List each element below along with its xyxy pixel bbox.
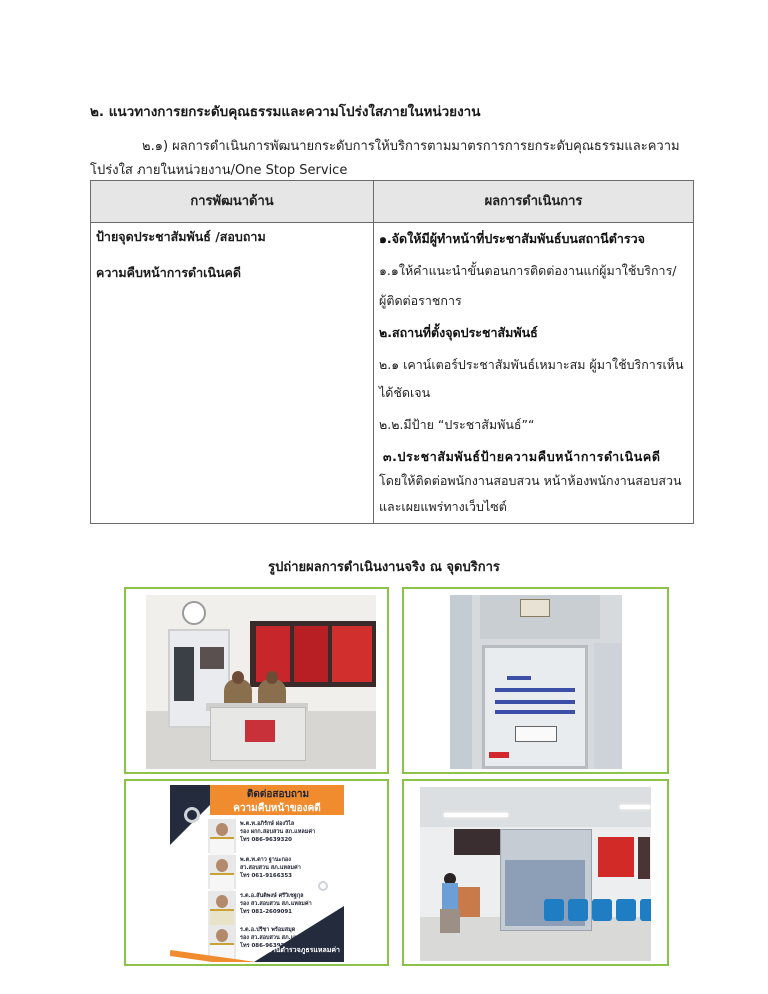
table-header-row [91, 181, 693, 223]
pr-desk [210, 707, 306, 761]
poster-title-line-1: ติดต่อสอบถาม [246, 789, 310, 800]
ceiling-light [444, 813, 508, 817]
clock-icon [182, 601, 206, 625]
result-item-1-1-cont: ผู้ติดต่อราชการ [379, 293, 462, 308]
door-red-label [489, 752, 509, 758]
officer-phone: โทร 086-9639320 [240, 943, 293, 949]
officer-phone: โทร 061-9166353 [240, 873, 293, 879]
development-results-table [90, 180, 694, 524]
officer-right-head [266, 671, 278, 684]
officer-portrait [208, 891, 236, 925]
waiting-chair [592, 899, 612, 921]
dark-poster [638, 837, 650, 879]
officer-position: รอง สว.สอบสวน สภ.แหลมค่า [240, 901, 312, 907]
officer-portrait [208, 855, 236, 889]
officer-name: ร.ต.อ.สันติพงษ์ ศรีวิเชฐกุล [240, 893, 304, 899]
officer-position: สว.สอบสวน สภ.แหลมค่า [240, 865, 301, 871]
photo-frame-contact-poster [124, 779, 389, 966]
officer-left-head [232, 671, 244, 684]
ceiling-light [620, 805, 650, 809]
result-item-2-1-cont: ได้ชัดเจน [379, 385, 431, 400]
header-development-area: การพัฒนาด้าน [190, 194, 274, 209]
officer-phone: โทร 086-9639320 [240, 837, 293, 843]
photo-frame-waiting-area [402, 779, 669, 966]
door-window [200, 647, 224, 669]
officer-portrait [208, 925, 236, 959]
ceiling [420, 787, 651, 827]
header-results: ผลการดำเนินการ [484, 194, 583, 209]
door-notice [515, 726, 557, 742]
officer-portrait [208, 819, 236, 853]
officer-contact-2 [208, 855, 338, 889]
section-heading: ๒. แนวทางการยกระดับคุณธรรมและความโปร่งใสภายในหน่วยงาน [90, 104, 481, 120]
desk-sign [245, 720, 275, 742]
office-sign [454, 829, 500, 855]
ring-decoration-icon [184, 807, 200, 823]
paragraph-line-1: ๒.๑) ผลการดำเนินการพัฒนายกระดับการให้บริการตามมาตรการการยกระดับคุณธรรมและความ [142, 139, 680, 154]
red-poster [598, 837, 634, 877]
waiting-area-photo [420, 787, 651, 961]
result-item-3-detail-cont: และเผยแพร่ทางเว็บไซต์ [379, 499, 507, 514]
officer-name: พ.ต.ท.อภิรักษ์ ผ่องวิไล [240, 821, 295, 827]
photo-frame-pr-desk [124, 587, 389, 774]
result-item-2-heading: ๒.สถานที่ตั้งจุดประชาสัมพันธ์ [379, 325, 538, 340]
result-item-2-1: ๒.๑ เคาน์เตอร์ประชาสัมพันธ์เหมาะสม ผู้มาใช้บริการเห็น [379, 357, 684, 372]
officer-position: รอง ผกก.สอบสวน สภ.แหลมค่า [240, 829, 316, 835]
officer-name: พ.ต.ท.ดาว ฐานะกอง [240, 857, 291, 863]
result-item-1-heading: ๑.จัดให้มีผู้ทำหน้าที่ประชาสัมพันธ์บนสถานีตำรวจ [379, 231, 645, 246]
result-item-3-heading: ๓.ประชาสัมพันธ์ป้ายความคืบหน้าการดำเนินคดี [383, 449, 661, 464]
officer-contact-1 [208, 819, 338, 853]
development-area-line-2: ความคืบหน้าการดำเนินคดี [96, 265, 242, 280]
paragraph-line-2: โปร่งใส ภายในหน่วยงาน/One Stop Service [90, 163, 348, 178]
photo-caption: รูปถ่ายผลการดำเนินงานจริง ณ จุดบริการ [268, 560, 500, 575]
waiting-chair [640, 899, 651, 921]
result-item-2-2: ๒.๒.มีป้าย “ประชาสัมพันธ์”“ [379, 417, 535, 432]
poster-title-line-2: ความคืบหน้าของคดี [233, 803, 321, 814]
waiting-chair [544, 899, 564, 921]
waiting-chair [568, 899, 588, 921]
pr-desk-photo [146, 595, 376, 769]
waiting-chair [616, 899, 636, 921]
result-item-1-1: ๑.๑ให้คำแนะนำขั้นตอนการติดต่องานแก่ผู้มาใช้บริการ/ [379, 263, 677, 278]
glass-door [482, 645, 588, 769]
brochure-rack [458, 887, 480, 917]
legal-clerk-sign [520, 599, 550, 617]
contact-poster [170, 785, 344, 962]
result-item-3-detail: โดยให้ติดต่อพนักงานสอบสวน หน้าห้องพนักงานสอบสวน [379, 473, 682, 488]
right-glass-pane [594, 643, 622, 769]
poster-footer: สถานีตำรวจภูธรแหลมค่า [263, 946, 340, 954]
visitor-skirt [440, 909, 460, 933]
door-opening [174, 647, 194, 701]
legal-clerk-door-photo [450, 595, 622, 769]
side-panel [450, 595, 472, 769]
column-divider [373, 181, 374, 523]
photo-frame-legal-clerk-door [402, 587, 669, 774]
officer-name: ร.ต.อ.ปรีชา พร้อมสมุด [240, 927, 296, 933]
development-area-line-1: ป้ายจุดประชาสัมพันธ์ /สอบถาม [96, 229, 266, 244]
visitor [442, 883, 458, 911]
officer-position: รอง สว.สอบสวน สภ.แหลมค่า [240, 935, 312, 941]
officer-phone: โทร 081-2609091 [240, 909, 293, 915]
